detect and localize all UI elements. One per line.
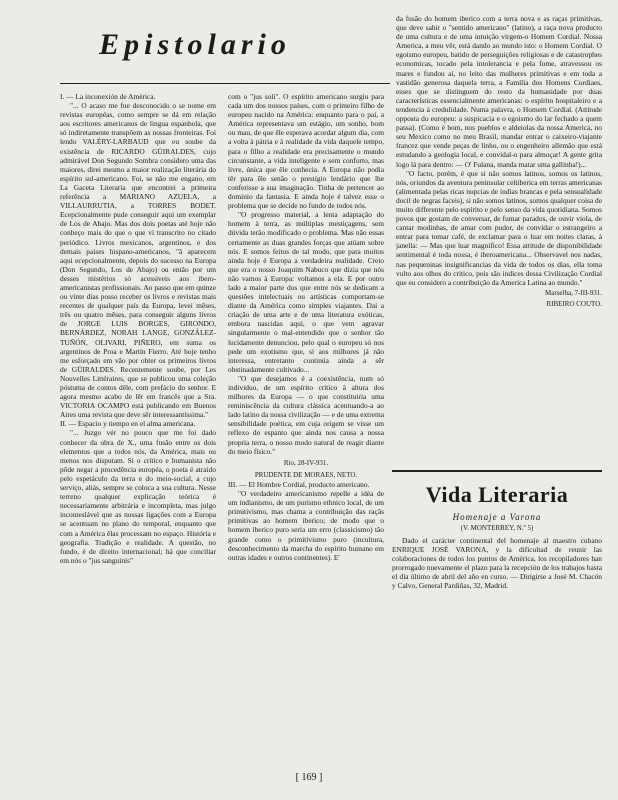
paragraph: com o "jus soli". O espírito americano surgiu para cada um dos nossos países, com o primeiro filho de europeu nacido na América: enquanto para o pai, a América representava um estágio, um sonho, bom ou mau, de que êle esperava acordar algum dia, com a volta à pátria e à realidade da vida daquele tempo, para o filho a realidade era precisamente o mundo circunstante, a vida inteligente e sem conforto, mas livre, única que êle conhecia. A Europa não podia têr para êle senão o prestígio lendário que lhe conferisse a sua imaginação. Tinha de pertencer ao domínio da fantasia. E ainda hoje é talvez esse o problema que se decide no fundo de todos nós.	[228, 92, 384, 211]
page-title: Epistolario	[99, 28, 291, 61]
column-right	[396, 14, 602, 464]
section-heading-2: II. — Espacio y tiempo en el alma americana.	[60, 419, 196, 429]
section-subtitle: Homenaje a Varona	[452, 512, 542, 522]
paragraph: "O progresso material, a lenta adaptação do homem à terra, as múltiplas mestiçagens, sem dúvida terão modificado o problema. Mas não essas certamente as duas grandes forças que atúam sobre nós. E somos feitos de tal modo, que para muitos ainda hoje é Europa a verdadeira realidade. Creio que era o nosso Joaquim Nabuco que dizia que nós não vamos à Europa: voltamos a ela. E por outro lado a maior parte dos que entre nós se dedicam a questões intelectuais ou artísticas comportam-se diante da América como simples viajantes. Daí a criação de uma arte e de uma literatura exóticas, embora nascidas aqui, o que vem agravar singularmente o mal-entendido que o senhor tão lucidamente denunciou, pelo qual o europeu só nos pede um exotismo que, si aos milhores já não interessa, entretanto continúa ainda a sêr obstinadamente cultivado...	[228, 210, 384, 374]
section-text-2: "... Juzgo vér no pouco que me foi dado conhecer da obra de X., uma fusão entre os dois elementos que a todos nós, da América, mais ou menos nos disputam. Si o crítico e humanista não pôde negar a procedência européa, o poeta é atraido pelo espetáculo da terra e do meio-social, a cujo serviço, aliás, sempre se coloca a sua cultura. Nesse terreno qualquer explicação teórica é necessariamente arbitrária e incompleta, mas julgo inconteslável que as nossas ligações com a Europa se acentuam no plano do temporal, enquanto que com a América êlas processam no espaço. História e geografia. Tradição e realidade. A questão, no fundo, é de direito internacional; há que conciliar em nós o "jus sanguinis"	[60, 428, 216, 565]
section-reference: (V. MONTERREY, N.º 5)	[460, 524, 534, 532]
vida-literaria-section	[392, 470, 602, 591]
section-text-3: "O verdadeiro americanismo repelle a idéa de um indianismo, de um purismo ethnico local, de um primitivismo, mas chama a contribuição das raçãs primitivas ao homem iberico; de modo que o homem iberico puro seria um erro (classicismo) tão grande como o primitivismo puro (incultura, desconhecimento da marcha do espírito humano em outras idades e outros continentes). E'	[228, 489, 384, 562]
section-text-1: "... O acaso me fue desconocido o se nome em revistas européas, como sempre se dá em relação aos escritores americanos de lingua espanhola, que só indiretamente transpõem as nossas fronteiras. Foi lendo VALÉRY-LARBAUD que eu soube da existência de RICARDO GÜIRALDES, cujo admirável Don Segundo Sombra considero uma das maiores, direi mesmo a maior realização literária do espírito sul-americano. Foi, se não me engano, em La Gaceta Literaria que encontrei a primeira referência a MARIANO AZUELA, a VILLAURRUTIA, a TORRES BODET. Ecepcionalmente pude conseguir aqui um exemplar de Los de Abajo. Mas dos dois poetas até hoje não conheço mais do que o que vi transcrito no citado periódico. Livros mexicanos, argentinos, e dos demais países hispano-americanos, "ã aparecem aqui ecepcionalmente, depois do sucesso na Europa (Don Segundo, Los de Abajo) ou então por um desses mistérios só acessiveis aos ibero-americanistas profissionais. Ao passo que em quinze ou vinte dias posso receber os livros e revistas mais recentes de qualquer país da Europa, levei mêses, três ou quatro mêses, para conseguir alguns livros de JORGE LUIS BORGES, GIRONDO, BERNÁRDEZ, NORAH LANGE, GONZÁLEZ-TUÑÓN, OLIVARI, PIÑERO, em suma os argentinos de Proa e Martín Fierro. Até hoje tenho me esforçado em vão por obter os primeiros livros de GÜIRALDES. Recentemente soube, por Les Nouvelles Littéraires, que se publicou uma coleção póstuma de contos dêle, com prefácio do senhor. E agora mesmo acabo de lêr em francês que a Sra. VICTORIA OCAMPO está publicando em Buenos Aires uma revista que deve sêr interessantíssima."	[60, 101, 216, 420]
section-heading-3: III. — El Hombre Cordial, producto americano.	[228, 479, 370, 489]
column-middle	[228, 92, 384, 764]
letter-place-date: Rio, 28-IV-931.	[283, 458, 329, 467]
section-body: Dado el carácter continental del homenaje al maestro cubano ENRIQUE JOSÉ VARONA, y la dificultad de reunir las colaboraciones de todos los puntos de América, los recopiladores han prorrogado nuevamente el plazo para la recepción de los trabajos hasta el día último de abril del año en curso. — Dirigirse a José M. Chacón y Calvo, General Pardiñas, 32, Madrid.	[392, 536, 602, 591]
section-title: Vida Literaria	[425, 482, 569, 507]
letter-place-date: Marselha, 7-III-931.	[545, 288, 602, 297]
title-rule	[60, 83, 390, 84]
column-left	[60, 92, 216, 764]
page-number: [ 169 ]	[295, 772, 323, 783]
letter-signature: RIBEIRO COUTO.	[546, 299, 602, 308]
paragraph: "O facto, porém, é que si não somos latinos, somos os latinos, nós, oriundos da aventura peninsular celtiberica em terras americanas (alimentada pelas ricas nupcias de índias brancas e pela sensualidade docil de negras faceis), si não somos latinos, somos qualquer coisa de muito differente pelo espirito e pelo senso da vida quotidiana. Somos povos que gostam de conversar, de fumar parados, de ouvir viola, de cantar modinhas, de amar com pudor, de convidar o estrangeiro a entrar para tomar café, de exclamar para o luar em noites claras, à janella: — Mas que luar magnifico! Essa attitude de disponibilidade sentimental é toda nossa, é iberoamericana... Observavel nos nadas, nas pequeninas insignificancias da vida de todos os dias, ella toma vulto aos olhos do critico, pois são indices dessa Civilização Cordial que eu considero a contribuição da America Latina ao mundo."	[396, 168, 602, 287]
paragraph: "O que desejamos é a coexistência, num só individuo, de um espírito crítico à altura dos milhores da Europa — o que constituiria uma reminiscência da cultura clássica acentuando-a ao lado latino da nossa civilização — e de uma extrema sensibilidade poética, em cuja origem se visse um reflexo do espanto que ainda nos causa a nossa propria terra, o nosso modo natural de reagir diante do meio físico."	[228, 373, 384, 456]
letter-signature: PRUDENTE DE MORAES, NETO.	[254, 470, 358, 479]
paragraph: da fusão do homem iberico com a terra nova e as raças primitivas, que deve sahir o "sentido americano" (latino), a raça nova producto de uma cultura e de uma intuição virgem-o Homem Cordial. Nossa America, a meu vêr, está dando ao mundo isto: o Homem Cordial. O egoismo europeu, batido de perseguições religiosas e de catastrophes economicas, tocado pela intolerancia e pela fome, atravessou os mares e fundou aí, no leito das mulheres primitivas e em toda a vastidão generosa daquela terra, a Família dos Homens Cordiaes, esses que se distinguem do resto da humanidade por duas características essencialmente americanas: o espírito hospitaleiro e a tendencia à credulidade. Numa palavra, o Homem Cordial. (Attitude opposta do europeu: a suspicacia e o egoismo do lar fechado a quem passa). (Como é bom, nos pueblos e aldeiolas da nossa America, no seu Mexico como no meu Brasil, mandar entrar o caixeiro-viajante francez que vende peças de linho, ou o engenheiro allemão que está estudando a geologia local, e convidal-o para almoçar! A gente grita logo lá para dentro: — O' Fulana, manda matar uma gallinha!)...	[396, 14, 602, 169]
section-heading-1: I. — La inconexión de América.	[60, 92, 156, 101]
